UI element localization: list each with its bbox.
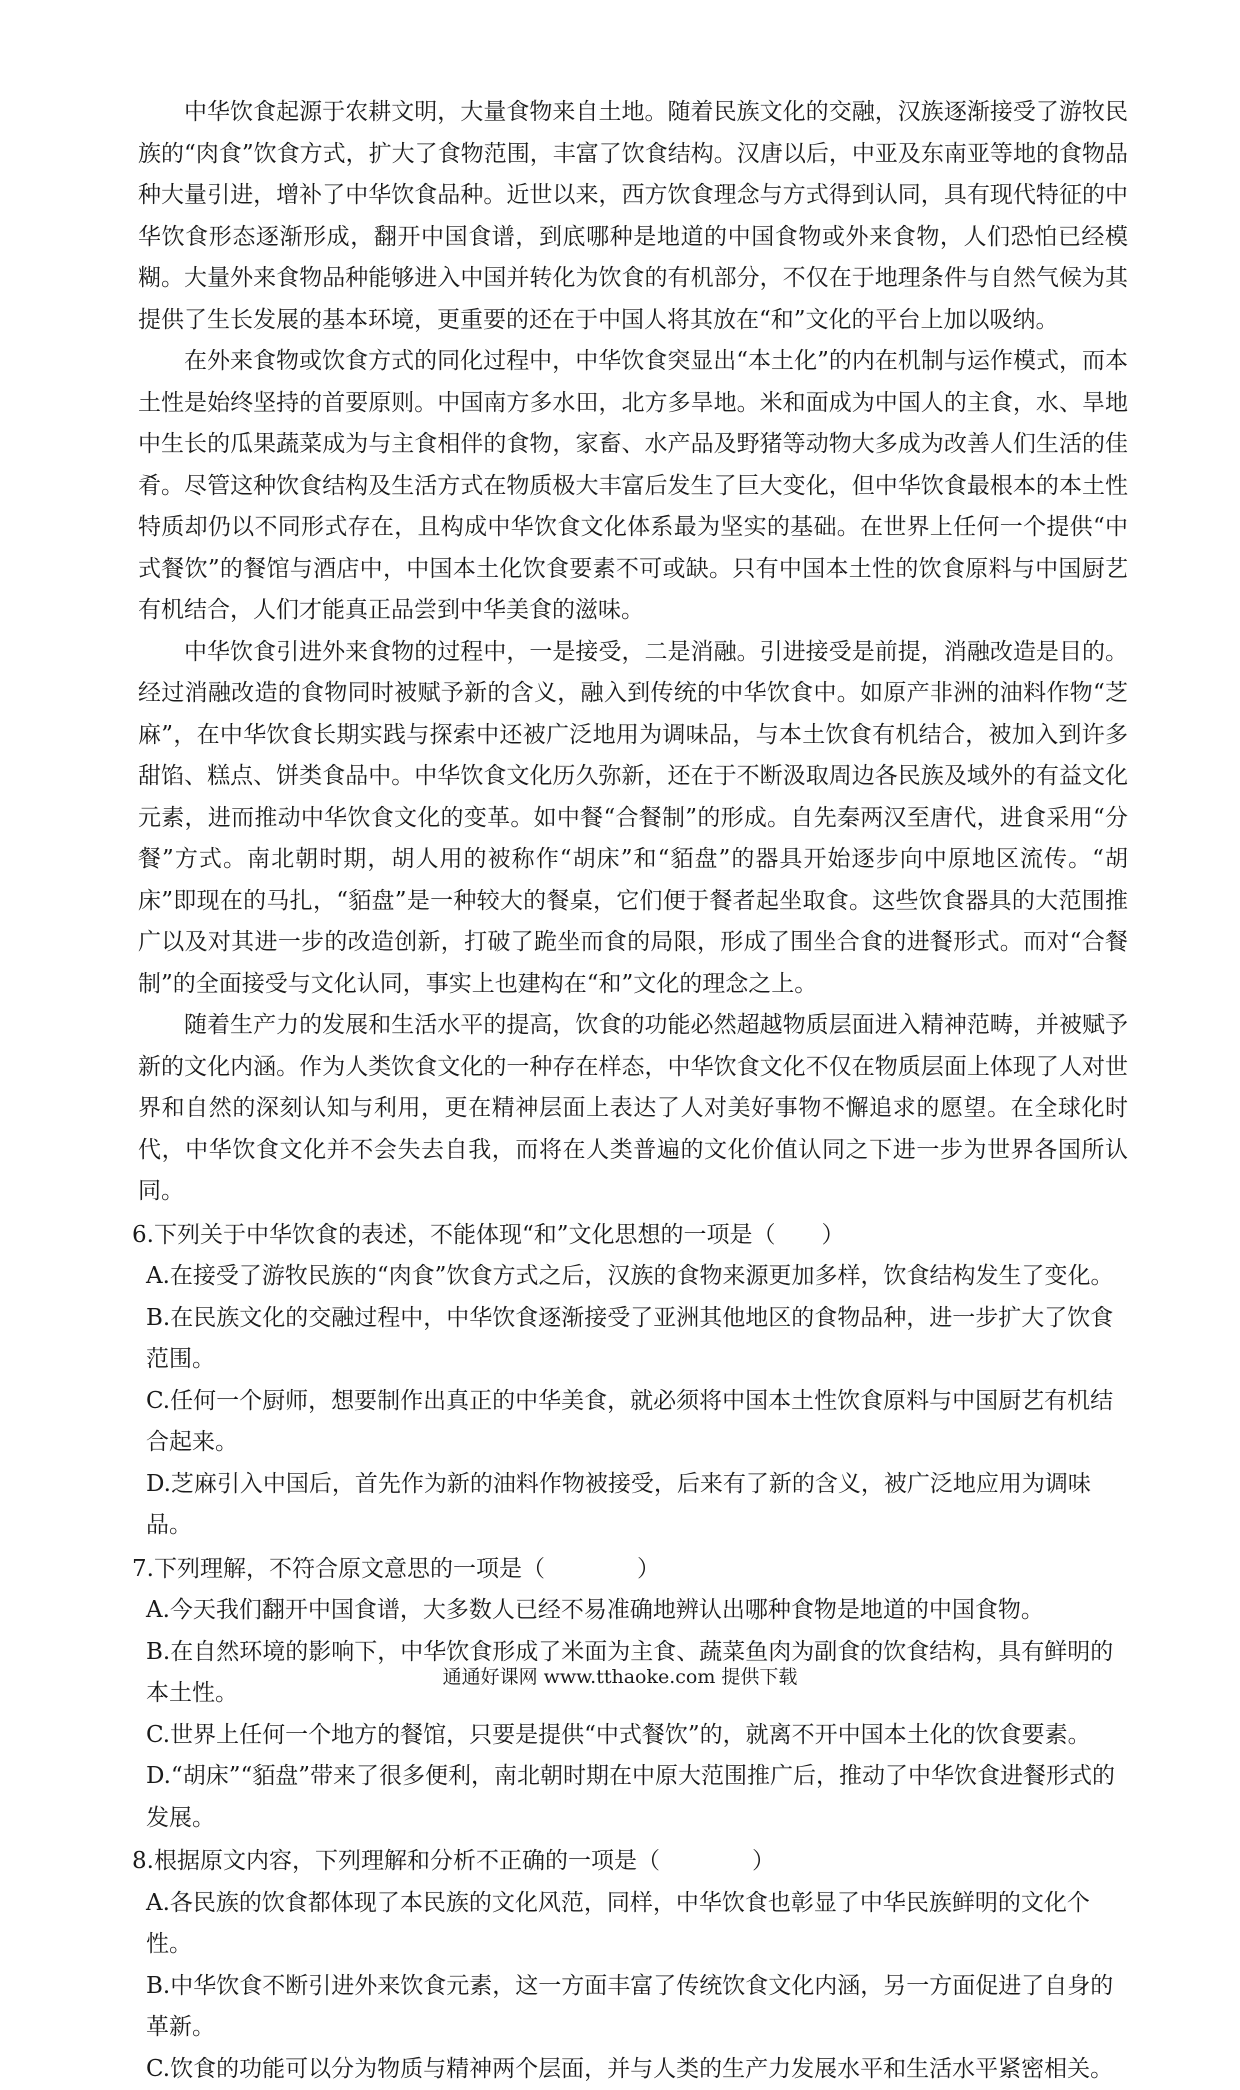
option-a: A.今天我们翻开中国食谱，大多数人已经不易准确地辨认出哪种食物是地道的中国食物。 bbox=[138, 1590, 1128, 1632]
option-d: D.芝麻引入中国后，首先作为新的油料作物被接受，后来有了新的含义，被广泛地应用为调味品。 bbox=[138, 1464, 1128, 1547]
option-b: B.中华饮食不断引进外来饮食元素，这一方面丰富了传统饮食文化内涵，另一方面促进了自身的革新。 bbox=[138, 1966, 1128, 2049]
option-d: D.“胡床”“貊盘”带来了很多便利，南北朝时期在中原大范围推广后，推动了中华饮食进餐形式的发展。 bbox=[138, 1756, 1128, 1839]
question-6 bbox=[138, 1215, 1128, 1547]
passage-paragraph-2: 在外来食物或饮食方式的同化过程中，中华饮食突显出“本土化”的内在机制与运作模式，而本土性是始终坚持的首要原则。中国南方多水田，北方多旱地。米和面成为中国人的主食，水、旱地中生长的瓜果蔬菜成为与主食相伴的食物，家畜、水产品及野猪等动物大多成为改善人们生活的佳肴。尽管这种饮食结构及生活方式在物质极大丰富后发生了巨大变化，但中华饮食最根本的本土性特质却仍以不同形式存在，且构成中华饮食文化体系最为坚实的基础。在世界上任何一个提供“中式餐饮”的餐馆与酒店中，中国本土化饮食要素不可或缺。只有中国本土性的饮食原料与中国厨艺有机结合，人们才能真正品尝到中华美食的滋味。 bbox=[138, 341, 1128, 632]
passage-paragraph-1: 中华饮食起源于农耕文明，大量食物来自土地。随着民族文化的交融，汉族逐渐接受了游牧民族的“肉食”饮食方式，扩大了食物范围，丰富了饮食结构。汉唐以后，中亚及东南亚等地的食物品种大量引进，增补了中华饮食品种。近世以来，西方饮食理念与方式得到认同，具有现代特征的中华饮食形态逐渐形成，翻开中国食谱，到底哪种是地道的中国食物或外来食物，人们恐怕已经模糊。大量外来食物品种能够进入中国并转化为饮食的有机部分，不仅在于地理条件与自然气候为其提供了生长发展的基本环境，更重要的还在于中国人将其放在“和”文化的平台上加以吸纳。 bbox=[138, 92, 1128, 341]
option-b: B.在民族文化的交融过程中，中华饮食逐渐接受了亚洲其他地区的食物品种，进一步扩大了饮食范围。 bbox=[138, 1298, 1128, 1381]
option-a: A.各民族的饮食都体现了本民族的文化风范，同样，中华饮食也彰显了中华民族鲜明的文化个性。 bbox=[138, 1883, 1128, 1966]
document-body bbox=[138, 92, 1128, 2090]
question-8 bbox=[138, 1841, 1128, 2090]
option-c: C.任何一个厨师，想要制作出真正的中华美食，就必须将中国本土性饮食原料与中国厨艺有机结合起来。 bbox=[138, 1381, 1128, 1464]
question-stem: 6.下列关于中华饮食的表述，不能体现“和”文化思想的一项是（ ） bbox=[132, 1215, 1128, 1257]
question-7 bbox=[138, 1549, 1128, 1840]
passage-paragraph-4: 随着生产力的发展和生活水平的提高，饮食的功能必然超越物质层面进入精神范畴，并被赋予新的文化内涵。作为人类饮食文化的一种存在样态，中华饮食文化不仅在物质层面上体现了人对世界和自然的深刻认知与利用，更在精神层面上表达了人对美好事物不懈追求的愿望。在全球化时代，中华饮食文化并不会失去自我，而将在人类普遍的文化价值认同之下进一步为世界各国所认同。 bbox=[138, 1005, 1128, 1213]
option-b: B.在自然环境的影响下，中华饮食形成了米面为主食、蔬菜鱼肉为副食的饮食结构，具有鲜明的本土性。 bbox=[138, 1632, 1128, 1715]
option-c: C.世界上任何一个地方的餐馆，只要是提供“中式餐饮”的，就离不开中国本土化的饮食要素。 bbox=[138, 1715, 1128, 1757]
option-c: C.饮食的功能可以分为物质与精神两个层面，并与人类的生产力发展水平和生活水平紧密相关。 bbox=[138, 2049, 1128, 2090]
passage-paragraph-3: 中华饮食引进外来食物的过程中，一是接受，二是消融。引进接受是前提，消融改造是目的。经过消融改造的食物同时被赋予新的含义，融入到传统的中华饮食中。如原产非洲的油料作物“芝麻”，在中华饮食长期实践与探索中还被广泛地用为调味品，与本土饮食有机结合，被加入到许多甜馅、糕点、饼类食品中。中华饮食文化历久弥新，还在于不断汲取周边各民族及域外的有益文化元素，进而推动中华饮食文化的变革。如中餐“合餐制”的形成。自先秦两汉至唐代，进食采用“分餐”方式。南北朝时期，胡人用的被称作“胡床”和“貊盘”的器具开始逐步向中原地区流传。“胡床”即现在的马扎，“貊盘”是一种较大的餐桌，它们便于餐者起坐取食。这些饮食器具的大范围推广以及对其进一步的改造创新，打破了跪坐而食的局限，形成了围坐合食的进餐形式。而对“合餐制”的全面接受与文化认同，事实上也建构在“和”文化的理念之上。 bbox=[138, 632, 1128, 1006]
option-a: A.在接受了游牧民族的“肉食”饮食方式之后，汉族的食物来源更加多样，饮食结构发生了变化。 bbox=[138, 1256, 1128, 1298]
question-stem: 8.根据原文内容，下列理解和分析不正确的一项是（ ） bbox=[132, 1841, 1128, 1883]
question-stem: 7.下列理解，不符合原文意思的一项是（ ） bbox=[132, 1549, 1128, 1591]
page-footer: 通通好课网 www.tthaoke.com 提供下载 bbox=[0, 1664, 1240, 1690]
